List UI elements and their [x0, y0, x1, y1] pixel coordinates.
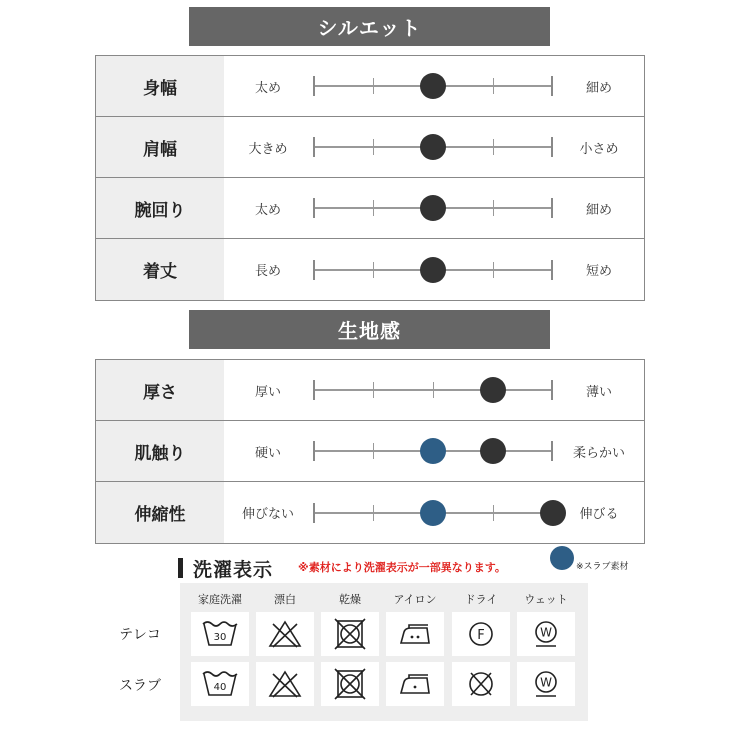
left-label: 伸びない — [241, 507, 294, 522]
right-label: 小さめ — [579, 141, 619, 157]
row-label: 着丈 — [96, 239, 224, 300]
col-head-dry-clean: ドライ — [464, 593, 498, 606]
right-label: 細め — [585, 202, 612, 218]
wash-temp-text: 40 — [213, 682, 227, 693]
scale-tick — [551, 198, 553, 218]
right-label: 柔らかい — [572, 445, 625, 461]
svg-text:W: W — [540, 675, 552, 690]
scale-tick — [551, 76, 553, 96]
slub-legend-text: ※スラブ素材 — [576, 562, 629, 572]
scale-tick — [373, 505, 374, 521]
fabric-row — [96, 421, 644, 482]
rating-marker — [480, 438, 506, 464]
silhouette-row — [96, 117, 644, 178]
care-row-label-terry: テレコ — [119, 627, 161, 643]
silhouette-row — [96, 239, 644, 300]
fabric-table — [95, 359, 645, 544]
scale-tick — [313, 76, 315, 96]
scale-tick — [493, 78, 494, 94]
left-label: 太め — [254, 80, 281, 96]
scale-tick — [313, 503, 315, 523]
care-title: 洗濯表示 — [193, 558, 274, 581]
no-bleach-icon — [256, 662, 314, 706]
left-label: 硬い — [254, 445, 281, 461]
left-label: 厚い — [254, 384, 281, 400]
fabric-header — [189, 310, 550, 349]
silhouette-row — [96, 178, 644, 239]
row-label: 身幅 — [96, 56, 224, 116]
left-label: 太め — [254, 202, 281, 218]
silhouette-title: シルエット — [317, 16, 422, 40]
no-bleach-icon — [256, 612, 314, 656]
svg-text:F: F — [477, 628, 485, 643]
slub-rating-marker — [420, 500, 446, 526]
wet-clean-w-icon — [517, 662, 575, 706]
care-row-label-slub: スラブ — [119, 678, 161, 694]
scale-tick — [373, 262, 374, 278]
col-head-bleach: 漂白 — [274, 593, 296, 606]
care-title-block — [178, 557, 273, 579]
scale-tick — [373, 139, 374, 155]
title-bar — [178, 558, 183, 578]
fabric-row — [96, 360, 644, 421]
col-head-home-wash: 家庭洗濯 — [198, 593, 242, 606]
scale-tick — [551, 441, 553, 461]
row-label: 肩幅 — [96, 117, 224, 177]
fabric-row — [96, 482, 644, 543]
wash-30-icon — [191, 612, 249, 656]
scale-tick — [373, 200, 374, 216]
row-label: 肌触り — [96, 421, 224, 481]
row-label: 厚さ — [96, 360, 224, 420]
scale-tick — [551, 260, 553, 280]
right-label: 伸びる — [579, 507, 619, 522]
wash-temp-text: 30 — [213, 632, 227, 643]
no-dry-clean-icon — [452, 662, 510, 706]
right-label: 薄い — [585, 384, 612, 400]
scale-tick — [493, 139, 494, 155]
left-label: 長め — [254, 264, 281, 279]
scale-tick — [313, 441, 315, 461]
scale-tick — [373, 382, 374, 398]
col-head-iron: アイロン — [393, 593, 437, 606]
slub-rating-marker — [420, 438, 446, 464]
iron-low-icon — [386, 662, 444, 706]
right-label: 短め — [585, 264, 612, 279]
fabric-title: 生地感 — [338, 319, 401, 343]
col-head-wet-clean: ウェット — [524, 593, 568, 606]
scale-tick — [551, 380, 553, 400]
rating-marker — [420, 134, 446, 160]
scale-tick — [493, 505, 494, 521]
right-label: 細め — [585, 80, 612, 96]
silhouette-header — [189, 7, 550, 46]
scale-tick — [313, 198, 315, 218]
no-tumble-dry-icon — [321, 662, 379, 706]
rating-marker — [420, 257, 446, 283]
silhouette-table — [95, 55, 645, 301]
rating-marker — [420, 73, 446, 99]
col-head-dry: 乾燥 — [339, 593, 361, 606]
rating-marker — [480, 377, 506, 403]
scale-tick — [373, 443, 374, 459]
dry-clean-f-icon — [452, 612, 510, 656]
scale-tick — [433, 382, 434, 398]
scale-tick — [551, 137, 553, 157]
scale-tick — [313, 260, 315, 280]
care-note: ※素材により洗濯表示が一部異なります。 — [298, 561, 506, 574]
wet-clean-w-icon — [517, 612, 575, 656]
rating-marker — [420, 195, 446, 221]
left-label: 大きめ — [248, 141, 288, 157]
iron-medium-icon — [386, 612, 444, 656]
slub-legend-dot — [550, 546, 574, 570]
scale-tick — [313, 380, 315, 400]
wash-40-icon — [191, 662, 249, 706]
row-label: 腕回り — [96, 178, 224, 238]
no-tumble-dry-icon — [321, 612, 379, 656]
scale-tick — [313, 137, 315, 157]
scale-tick — [493, 200, 494, 216]
silhouette-row — [96, 56, 644, 117]
svg-text:W: W — [540, 625, 552, 640]
scale-tick — [373, 78, 374, 94]
scale-tick — [493, 262, 494, 278]
row-label: 伸縮性 — [96, 482, 224, 543]
